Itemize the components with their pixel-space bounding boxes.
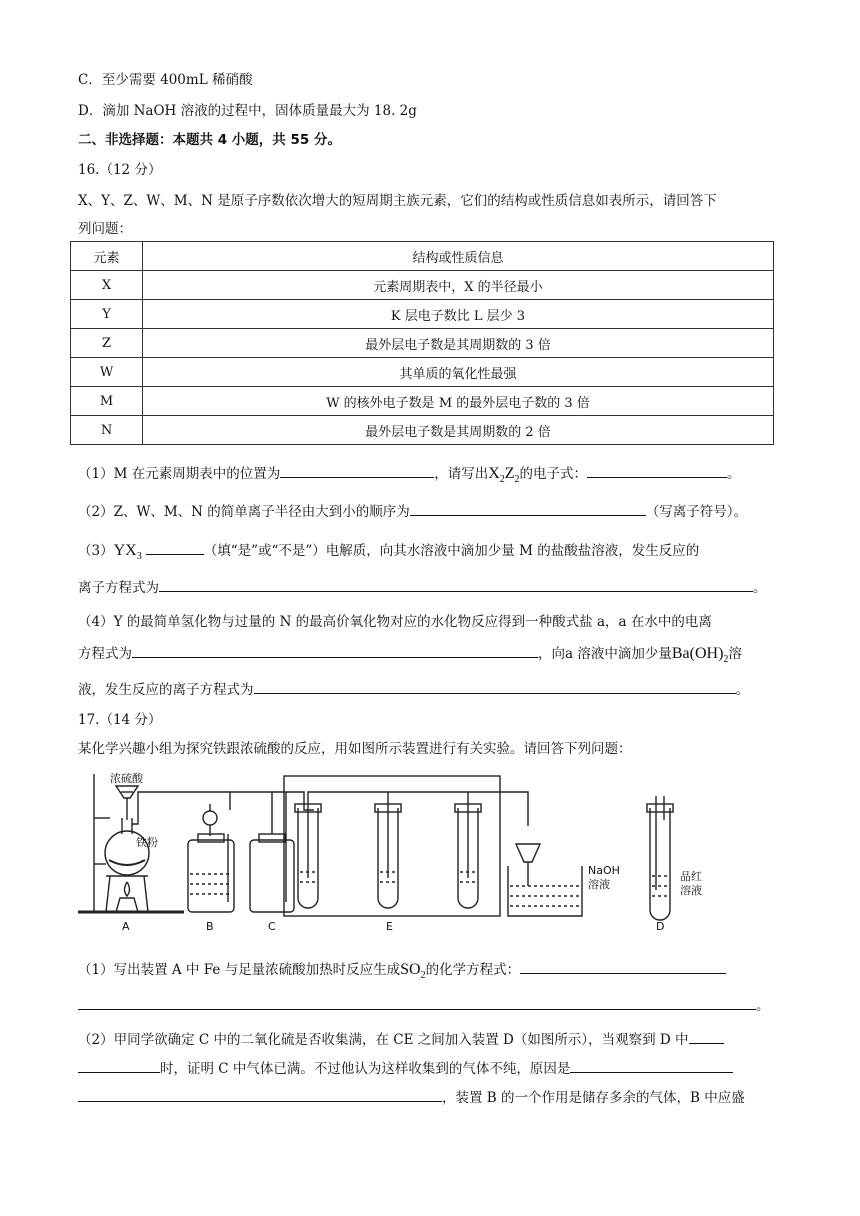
label-a: A xyxy=(122,920,130,932)
label-d: D xyxy=(656,920,665,932)
table-cell: 其单质的氧化性最强 xyxy=(143,358,774,387)
label-acid: 浓硫酸 xyxy=(110,772,143,785)
answer-blank[interactable] xyxy=(146,540,204,555)
answer-blank[interactable] xyxy=(689,1029,724,1044)
table-cell: 最外层电子数是其周期数的 2 倍 xyxy=(143,416,774,445)
answer-blank[interactable] xyxy=(587,463,727,478)
table-cell: X xyxy=(71,271,143,300)
answer-blank[interactable] xyxy=(78,1087,442,1102)
table-row xyxy=(71,387,774,416)
answer-blank[interactable] xyxy=(280,463,434,478)
q16-intro-1: X、Y、Z、W、M、N 是原子序数依次增大的短周期主族元素，它们的结构或性质信息如表所示，请回答下 xyxy=(78,193,717,209)
label-c: C xyxy=(268,920,276,932)
answer-blank[interactable] xyxy=(132,643,538,658)
table-row xyxy=(71,271,774,300)
q17-header: 17.（14 分） xyxy=(78,712,162,728)
q16-part1: （1）M 在元素周期表中的位置为 ，请写出$X_2Z_2$的电子式： 。 xyxy=(78,465,741,486)
label-pinred-2: 溶液 xyxy=(680,884,702,897)
option-d: D．滴加 NaOH 溶液的过程中，固体质量最大为 18. 2g xyxy=(78,103,417,119)
label-naoh-2: 溶液 xyxy=(588,878,610,891)
q17-part2-cont2: ，装置 B 的一个作用是储存多余的气体，B 中应盛 xyxy=(78,1087,745,1108)
section-heading: 二、非选择题：本题共 4 小题，共 55 分。 xyxy=(78,132,341,148)
label-pinred-1: 品红 xyxy=(680,870,702,883)
q17-part1: （1）写出装置 A 中 Fe 与足量浓硫酸加热时反应生成$SO_2$的化学方程式： xyxy=(78,959,726,986)
bottle-c xyxy=(250,840,294,912)
answer-blank[interactable] xyxy=(254,679,736,694)
q17-part2-cont: 时，证明 C 中气体已满。不过他认为这样收集到的气体不纯，原因是 xyxy=(78,1058,733,1079)
label-e: E xyxy=(386,920,393,932)
q16-intro-2: 列问题： xyxy=(78,221,132,237)
table-row xyxy=(71,416,774,445)
table-cell: Y xyxy=(71,300,143,329)
q16-part3-cont: 离子方程式为 。 xyxy=(78,577,767,598)
q17-part2: （2）甲同学欲确定 C 中的二氧化硫是否收集满，在 CE 之间加入装置 D（如图所示），当观察到 D 中 xyxy=(78,1029,724,1050)
table-cell: W 的核外电子数是 M 的最外层电子数的 3 倍 xyxy=(143,387,774,416)
answer-blank[interactable] xyxy=(78,1058,160,1073)
formula-baoh2: $Ba(OH)_2$ xyxy=(671,645,729,666)
beaker xyxy=(508,866,582,916)
table-cell: Z xyxy=(71,329,143,358)
answer-blank[interactable] xyxy=(159,577,753,592)
formula-x2z2: $X_2Z_2$ xyxy=(488,465,520,486)
answer-blank[interactable] xyxy=(410,501,646,516)
q17-intro: 某化学兴趣小组为探究铁跟浓硫酸的反应，用如图所示装置进行有关实验。请回答下列问题： xyxy=(78,741,632,757)
label-iron: 铁粉 xyxy=(136,836,158,849)
answer-blank[interactable] xyxy=(570,1058,733,1073)
table-header-row xyxy=(71,242,774,271)
q16-part4: （4）Y 的最简单氢化物与过量的 N 的最高价氧化物对应的水化物反应得到一种酸式盐 a，a 在水中的电离 xyxy=(78,614,712,630)
table-cell: 元素周期表中，X 的半径最小 xyxy=(143,271,774,300)
test-tube-d xyxy=(650,808,670,920)
q16-part2: （2）Z、W、M、N 的简单离子半径由大到小的顺序为 （写离子符号）。 xyxy=(78,501,747,522)
q17-part1-cont: 。 xyxy=(78,995,770,1016)
answer-blank[interactable] xyxy=(520,959,726,974)
table-cell: W xyxy=(71,358,143,387)
q16-part3: $(3)YX_3$ （填“是”或“不是”）电解质，向其水溶液中滴加少量 M 的盐酸盐溶液，发生反应的 xyxy=(78,542,700,563)
table-cell: N xyxy=(71,416,143,445)
formula-so2: $SO_2$ xyxy=(400,961,426,982)
label-naoh-1: NaOH xyxy=(588,864,620,877)
table-cell: 最外层电子数是其周期数的 3 倍 xyxy=(143,329,774,358)
element-info-table xyxy=(70,241,774,445)
table-header-cell: 元素 xyxy=(71,242,143,271)
apparatus-figure xyxy=(76,770,716,932)
option-c: C．至少需要 400mL 稀硝酸 xyxy=(78,72,253,88)
table-cell: M xyxy=(71,387,143,416)
table-row xyxy=(71,300,774,329)
table-row xyxy=(71,358,774,387)
formula-yx3: $YX_3$ xyxy=(113,542,142,563)
q16-part4-cont2: 液，发生反应的离子方程式为 。 xyxy=(78,679,749,700)
bottle-b xyxy=(188,840,234,912)
table-header-cell: 结构或性质信息 xyxy=(143,242,774,271)
q16-part4-cont: 方程式为 ，向a 溶液中滴加少量$Ba(OH)_2$溶 xyxy=(78,645,742,666)
table-row xyxy=(71,329,774,358)
answer-blank[interactable] xyxy=(78,995,756,1010)
label-b: B xyxy=(206,920,214,932)
q16-header: 16.（12 分） xyxy=(78,162,162,178)
table-cell: K 层电子数比 L 层少 3 xyxy=(143,300,774,329)
